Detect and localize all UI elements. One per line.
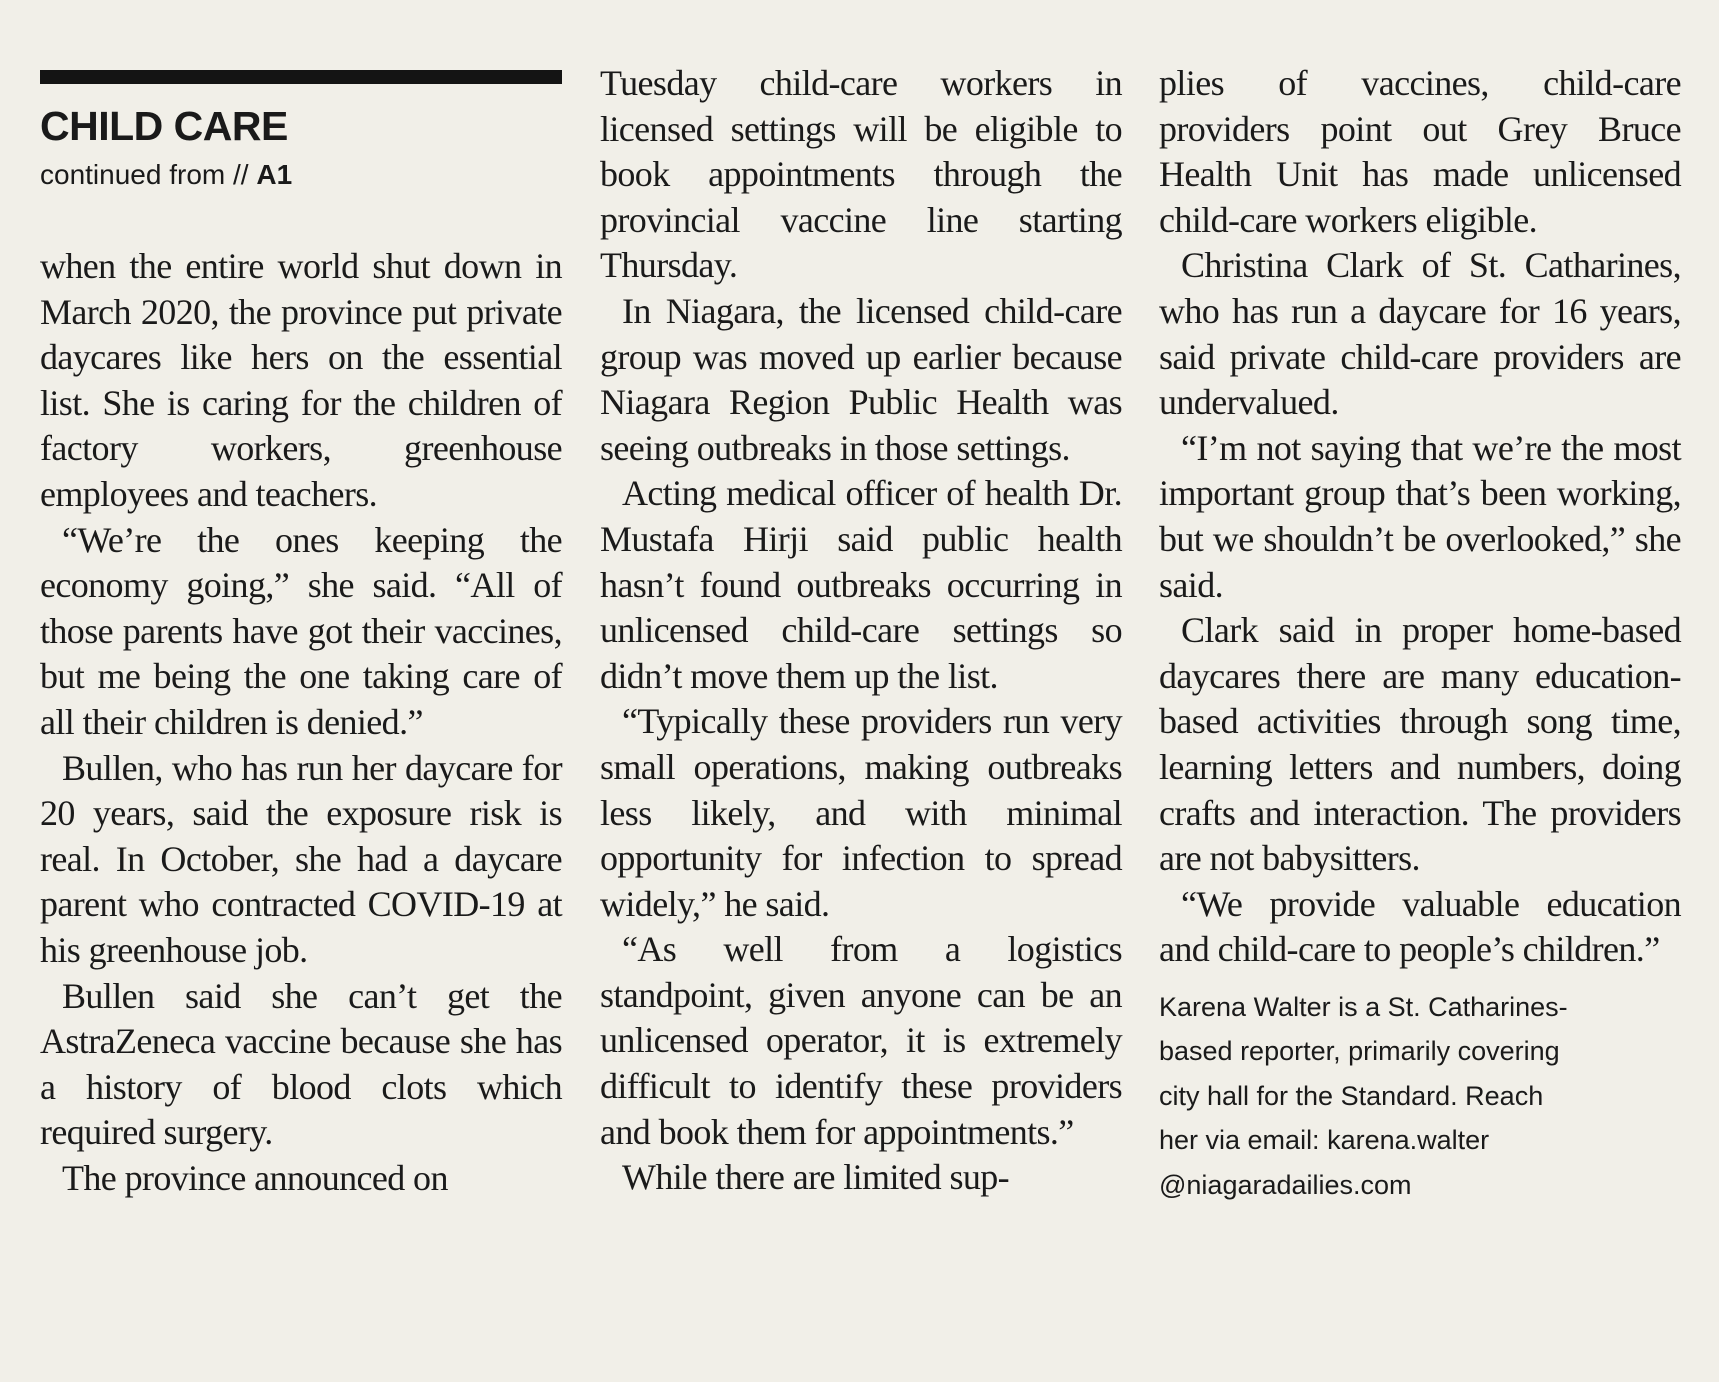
paragraph: The province announced on — [62, 1157, 448, 1198]
bio-line: city hall for the Standard. Reach — [1159, 1080, 1544, 1111]
paragraph: when the entire world shut down in March 2020, the province put private daycares like hers on the essential list. She is caring for the children of factory workers, greenhouse employees and teachers. — [40, 246, 562, 514]
paragraph: Acting medical officer of health Dr. Mustafa Hirji said public health hasn’t found outbreaks occurring in unlicensed child-care settings so didn’t move them up the list. — [600, 473, 1122, 696]
bio-line: her via email: karena.walter — [1159, 1125, 1490, 1156]
paragraph: Clark said in proper home-based daycares there are many education-based activities through song time, learning letters and numbers, doing crafts and interaction. The providers are not babysitters. — [1159, 610, 1681, 879]
continued-page-ref: A1 — [256, 159, 293, 190]
paragraph: Christina Clark of St. Catharines, who has run a daycare for 16 years, said private child-care providers are undervalued. — [1159, 245, 1681, 423]
kicker-heading: CHILD CARE — [40, 103, 288, 149]
bio-line: Karena Walter is a St. Catharines- — [1159, 991, 1568, 1022]
paragraph: Bullen said she can’t get the AstraZeneca vaccine because she has a history of blood clots which required surgery. — [40, 975, 562, 1153]
paragraph: While there are limited sup- — [622, 1157, 1010, 1198]
bio-line: @niagaradailies.com — [1159, 1169, 1412, 1200]
paragraph: In Niagara, the licensed child-care group was moved up earlier because Niagara Region Public Health was seeing outbreaks in those settings. — [600, 290, 1122, 468]
paragraph: “I’m not saying that we’re the most important group that’s been working, but we shouldn’t be overlooked,” she said. — [1159, 427, 1681, 605]
bio-line: based reporter, primarily covering — [1159, 1036, 1560, 1067]
article-column-3 — [1159, 61, 1681, 1207]
continued-text: continued from // — [40, 159, 249, 190]
author-bio — [1159, 985, 1659, 1208]
paragraph: plies of vaccines, child-care providers point out Grey Bruce Health Unit has made unlicensed child-care workers eligible. — [1159, 63, 1681, 240]
article-column-2 — [600, 61, 1122, 1201]
paragraph: Bullen, who has run her daycare for 20 years, said the exposure risk is real. In October, she had a daycare parent who contracted COVID-19 at his greenhouse job. — [40, 747, 562, 970]
continued-from — [40, 158, 292, 192]
article-column-1 — [40, 244, 562, 1201]
paragraph: “Typically these providers run very small operations, making outbreaks less likely, and with minimal opportunity for infection to spread widely,” he said. — [600, 701, 1122, 924]
paragraph: Tuesday child-care workers in licensed settings will be eligible to book appointments through the provincial vaccine line starting Thursday. — [600, 63, 1122, 286]
paragraph: “We’re the ones keeping the economy going,” she said. “All of those parents have got their vaccines, but me being the one taking care of all their children is denied.” — [40, 519, 562, 742]
section-rule — [40, 70, 562, 84]
paragraph: “As well from a logistics standpoint, given anyone can be an unlicensed operator, it is extremely difficult to identify these providers and book them for appointments.” — [600, 929, 1122, 1152]
paragraph: “We provide valuable education and child-care to people’s children.” — [1159, 883, 1681, 970]
